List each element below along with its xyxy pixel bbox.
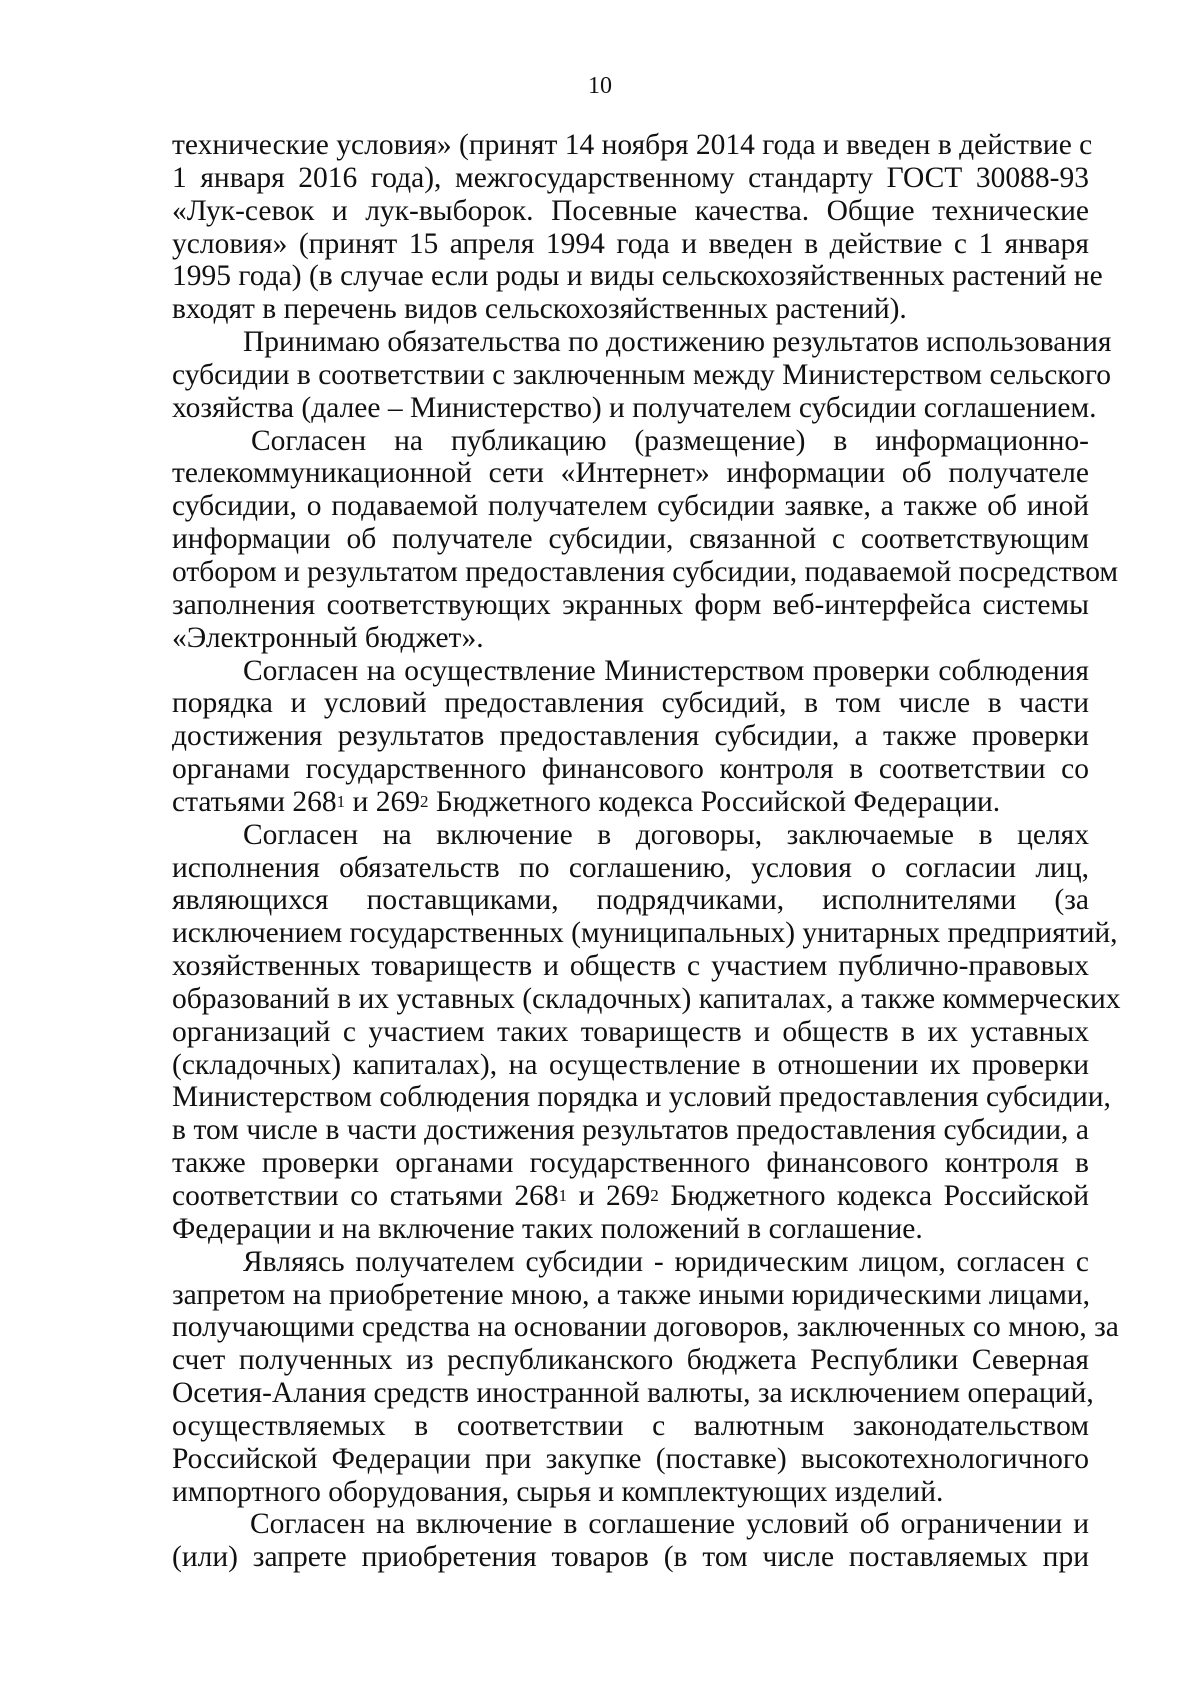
text-line: Являясь получателем субсидии - юридическим лицом, согласен с (243, 1245, 1089, 1278)
text-line: Принимаю обязательства по достижению результатов использования (243, 326, 1112, 359)
text-segment: Бюджетного кодекса Российской (658, 1180, 1090, 1212)
text-line: являющихся поставщиками, подрядчиками, исполнителями (за (172, 884, 1089, 917)
superscript: 2 (419, 791, 429, 811)
text-line: органами государственного финансового контроля в соответствии со (172, 753, 1089, 786)
text-line: условия» (принят 15 апреля 1994 года и введен в действие с 1 января (172, 227, 1089, 260)
text-line: счет полученных из республиканского бюджета Республики Северная (172, 1344, 1089, 1377)
text-line: порядка и условий предоставления субсидий, в том числе в части (172, 687, 1089, 720)
superscript: 1 (336, 791, 346, 811)
paragraph-inspection-consent (172, 655, 1089, 819)
text-line: исключением государственных (муниципальных) унитарных предприятий, (172, 917, 1118, 950)
paragraph-publication-consent (172, 424, 1119, 655)
paragraph-currency-prohibition (172, 1245, 1119, 1509)
text-line: Согласен на публикацию (размещение) в информационно- (251, 424, 1089, 457)
text-line: субсидии, о подаваемой получателем субсидии заявке, а также об иной (172, 490, 1089, 523)
text-line: Российской Федерации при закупке (поставке) высокотехнологичного (172, 1442, 1089, 1475)
text-line: Согласен на включение в договоры, заключаемые в целях (243, 818, 1089, 851)
text-line: Согласен на осуществление Министерством проверки соблюдения (243, 654, 1089, 687)
text-line: достижения результатов предоставления субсидии, а также проверки (172, 720, 1089, 753)
text-line: (или) запрете приобретения товаров (в том числе поставляемых при (172, 1541, 1089, 1574)
text-segment: Бюджетного кодекса Российской Федерации. (428, 785, 1001, 818)
paragraph-contracts-consent (172, 818, 1121, 1246)
text-line: получающими средства на основании договоров, заключенных со мною, за (172, 1311, 1119, 1344)
text-line: также проверки органами государственного финансового контроля в (172, 1147, 1089, 1180)
text-line: входят в перечень видов сельскохозяйственных растений). (172, 293, 907, 326)
text-line: исполнения обязательств по соглашению, условия о согласии лиц, (172, 851, 1089, 884)
superscript: 1 (558, 1186, 568, 1205)
document-body (172, 129, 1121, 1574)
text-line: в том числе в части достижения результатов предоставления субсидии, а (172, 1114, 1089, 1147)
page-number: 10 (588, 73, 612, 99)
text-line: Министерством соблюдения порядка и условий предоставления субсидии, (172, 1081, 1111, 1114)
text-segment: и 269 (345, 785, 420, 818)
text-line: хозяйственных товариществ и обществ с участием публично-правовых (172, 950, 1089, 983)
text-line: отбором и результатом предоставления субсидии, подаваемой посредством (172, 555, 1119, 588)
text-line: Федерации и на включение таких положений в соглашение. (172, 1212, 923, 1245)
text-segment: и 269 (567, 1180, 651, 1212)
superscript: 2 (650, 1186, 659, 1205)
paragraph-obligations (172, 326, 1112, 425)
text-line: субсидии в соответствии с заключенным между Министерством сельского (172, 358, 1111, 391)
text-line: технические условия» (принят 14 ноября 2014 года и введен в действие с (172, 129, 1093, 161)
text-line: импортного оборудования, сырья и комплектующих изделий. (172, 1475, 944, 1508)
text-line: Осетия-Алания средств иностранной валюты, за исключением операций, (172, 1377, 1094, 1410)
text-segment: соответствии со статьями 268 (172, 1180, 559, 1212)
text-line: запретом на приобретение мною, а также иными юридическими лицами, (172, 1278, 1091, 1311)
text-segment: статьями 268 (172, 785, 337, 818)
text-line: (складочных) капиталах), на осуществление в отношении их проверки (172, 1048, 1089, 1081)
paragraph-goods-restriction (172, 1508, 1089, 1574)
text-line: информации об получателе субсидии, связанной с соответствующим (172, 523, 1089, 556)
text-line: хозяйства (далее – Министерство) и получателем субсидии соглашением. (172, 391, 1097, 424)
text-line: 1 января 2016 года), межгосударственному стандарту ГОСТ 30088-93 (172, 161, 1089, 194)
text-line (172, 786, 1089, 819)
text-line (172, 1180, 1089, 1213)
text-line: организаций с участием таких товариществ и обществ в их уставных (172, 1015, 1089, 1048)
text-line: «Электронный бюджет». (172, 621, 484, 654)
text-line: Согласен на включение в соглашение условий об ограничении и (250, 1508, 1089, 1541)
text-line: телекоммуникационной сети «Интернет» информации об получателе (172, 457, 1089, 490)
paragraph-seed-standards (172, 129, 1103, 326)
text-line: осуществляемых в соответствии с валютным законодательством (172, 1409, 1089, 1442)
text-line: заполнения соответствующих экранных форм веб-интерфейса системы (172, 588, 1089, 621)
text-line: «Лук-севок и лук-выборок. Посевные качества. Общие технические (172, 194, 1089, 227)
text-line: образований в их уставных (складочных) капиталах, а также коммерческих (172, 982, 1121, 1015)
text-line: 1995 года) (в случае если роды и виды сельскохозяйственных растений не (172, 260, 1103, 293)
